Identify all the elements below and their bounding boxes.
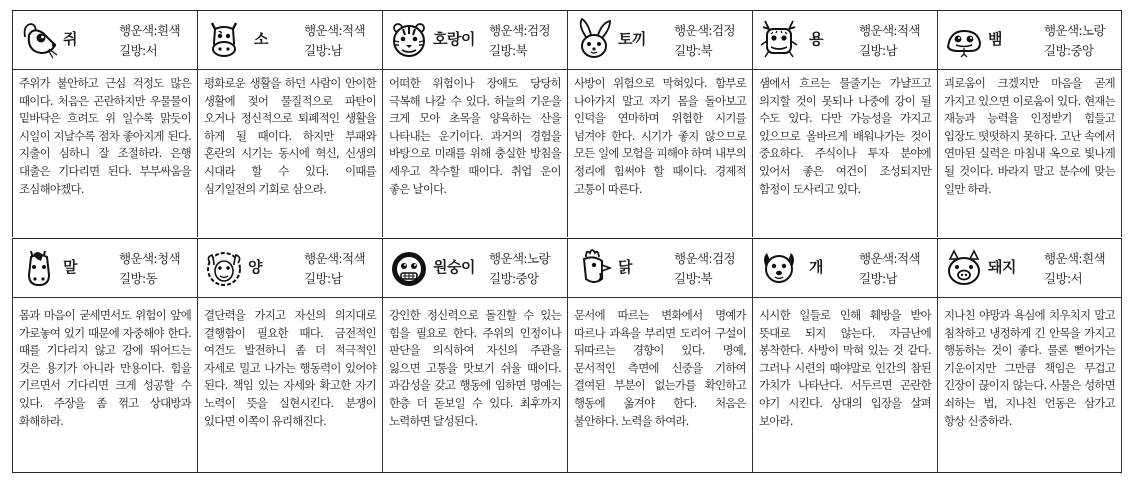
lucky-color-value: 적색 <box>897 251 920 266</box>
lucky-color-value: 흰색 <box>157 23 180 38</box>
luck-info <box>1044 249 1105 289</box>
lucky-color-value: 노랑 <box>527 251 550 266</box>
lucky-color-value: 적색 <box>342 251 365 266</box>
fortune-text: 몸과 마음이 굳세면서도 위험이 앞에 가로놓여 있기 때문에 자중해야 한다. 때를 기다리지 않고 강에 뛰어드는 것은 용기가 아니라 만용이다. 힘을 기르면서 기다리면 크게 성공할 수 있다. 주장을 좀 꺾고 상대방과 화해하라. <box>19 308 191 428</box>
fortune-text: 문서에 따르는 변화에서 명예가 따르나 과욕을 부리면 도리어 구설이 뒤따르는 경향이 있다. 명예, 문서적인 측면에 신중을 기하여 결여된 부분이 없는가를 확인하고 행동에 옮겨야 한다. 처음은 불안하다. 노력을 하여라. <box>574 308 746 428</box>
lucky-color-value: 흰색 <box>1082 251 1105 266</box>
lucky-color-value: 청색 <box>157 251 180 266</box>
lucky-color-label: 행운색: <box>1044 251 1083 266</box>
animal-name: 말 <box>63 258 77 276</box>
card-header <box>383 11 567 70</box>
animal-name: 닭 <box>618 258 632 276</box>
luck-info <box>489 249 550 289</box>
animal-name: 소 <box>254 30 268 48</box>
card-header <box>568 11 752 70</box>
fortune-text: 지나친 야망과 욕심에 치우치지 말고 침착하고 냉정하게 긴 안목을 가지고 행동하는 것이 좋다. 물론 뻗어가는 기운이지만 그만큼 책임은 무겁고 긴장이 끊이지 않는다. 사물은 성하면 쇠하는 법, 지나친 언동은 삼가고 항상 신중하라. <box>944 308 1115 428</box>
animal-name: 양 <box>248 258 262 276</box>
rat-icon <box>19 17 59 61</box>
fortune-card-sheep <box>197 239 382 472</box>
luck-info <box>304 249 365 289</box>
fortune-card-dragon <box>752 11 937 237</box>
fortune-text: 평화로운 생활을 하던 사람이 안이한 생활에 젖어 물질적으로 파탄이 오거나 정신적으로 퇴폐적인 생활을 하게 될 때이다. 하지만 부패와 혼란의 시기는 동시에 혁신, 신생의 시대라 할 수 있다. 이때를 심기일전의 기회로 삼으라. <box>204 76 376 196</box>
lucky-color-label: 행운색: <box>489 23 528 38</box>
dog-icon <box>759 245 799 289</box>
table-row <box>12 10 1122 237</box>
lucky-color-value: 노랑 <box>1082 23 1105 38</box>
lucky-color-label: 행운색: <box>674 23 713 38</box>
tiger-icon <box>389 17 429 61</box>
card-header <box>753 239 937 298</box>
luck-info <box>859 249 920 289</box>
card-header <box>13 11 197 70</box>
card-header <box>198 239 382 298</box>
fortune-card-rabbit <box>567 11 752 237</box>
lucky-direction-label: 길방: <box>859 43 886 58</box>
luck-info <box>859 21 920 61</box>
horse-icon <box>19 245 59 289</box>
lucky-direction-value: 북 <box>515 43 528 58</box>
lucky-direction-label: 길방: <box>489 271 516 286</box>
animal-name: 용 <box>809 30 823 48</box>
fortune-card-rooster <box>567 239 752 472</box>
fortune-text: 샘에서 흐르는 물줄기는 가냘프고 의지할 것이 못되나 나중에 강이 될 수도 있다. 다만 가능성을 가지고 있으므로 올바르게 배워나가는 것이 중요하다. 주식이나 투자 분야에 있어서 좋은 여건이 조성되지만 함정이 도사리고 있다. <box>759 76 931 196</box>
fortune-text: 주위가 불안하고 근심 걱정도 많은 때이다. 처음은 곤란하지만 우물물이 밑바닥은 흐려도 위 일수록 맑듯이 시일이 지날수록 점차 좋아지게 된다. 지출이 심하니 잘 조절하라. 은행 대출은 기다리면 된다. 부부싸움을 조심해야겠다. <box>19 76 191 196</box>
lucky-direction-label: 길방: <box>304 271 331 286</box>
fortune-text: 결단력을 가지고 자신의 의지대로 결행함이 필요한 때다. 금전적인 여건도 발전하니 좀 더 적극적인 자세로 밀고 나가는 행동력이 있어야 된다. 책임 있는 자세와 확고한 자기 노력이 뜻을 실현시킨다. 분쟁이 있다면 이쪽이 유리해진다. <box>204 308 376 428</box>
lucky-color-label: 행운색: <box>489 251 528 266</box>
lucky-color-label: 행운색: <box>119 251 158 266</box>
card-header <box>383 239 567 298</box>
fortune-text: 사방이 위험으로 막혀있다. 함부로 나아가지 말고 자기 몸을 돌아보고 인덕을 연마하며 위험한 시기를 넘겨야 한다. 시기가 좋지 않으므로 모든 일에 모험을 피해야 하며 내부의 정리에 힘써야 할 때이다. 경제적 고통이 따른다. <box>574 76 746 196</box>
card-header <box>198 11 382 70</box>
lucky-direction-label: 길방: <box>859 271 886 286</box>
lucky-direction-label: 길방: <box>304 43 331 58</box>
lucky-direction-value: 남 <box>885 43 898 58</box>
monkey-icon <box>389 245 429 289</box>
lucky-color-value: 검정 <box>712 23 735 38</box>
rooster-icon <box>574 245 614 289</box>
card-header <box>938 11 1121 70</box>
fortune-text: 시시한 일들로 인해 훼방을 받아 뜻대로 되지 않는다. 자금난에 봉착한다. 사방이 막혀 있는 것 같다. 그러나 시련의 때야말로 인간의 참된 가치가 나타난다. 서두르면 곤란한 야기 시킨다. 상대의 입장을 살펴 보아라. <box>759 308 931 428</box>
fortune-card-snake <box>937 11 1122 237</box>
lucky-direction-value: 북 <box>700 271 713 286</box>
lucky-direction-value: 남 <box>330 271 343 286</box>
animal-name: 원숭이 <box>433 258 475 276</box>
lucky-direction-value: 남 <box>885 271 898 286</box>
card-header <box>13 239 197 298</box>
fortune-text: 강인한 정신력으로 돌진할 수 있는 힘을 필요로 한다. 주위의 인정이나 판단을 의식하여 자신의 주관을 잃으면 고통을 맛보기 쉬울 때이다. 과감성을 갖고 행동에 임하면 명예는 한층 더 돋보일 수 있다. 최후까지 노력하면 달성된다. <box>389 308 561 428</box>
lucky-color-label: 행운색: <box>1044 23 1083 38</box>
luck-info <box>119 249 180 289</box>
fortune-card-tiger <box>382 11 567 237</box>
luck-info <box>304 21 365 61</box>
lucky-direction-label: 길방: <box>674 43 701 58</box>
lucky-direction-label: 길방: <box>674 271 701 286</box>
lucky-color-label: 행운색: <box>674 251 713 266</box>
lucky-color-label: 행운색: <box>304 23 343 38</box>
luck-info <box>489 21 550 61</box>
lucky-direction-value: 서 <box>145 43 158 58</box>
luck-info <box>119 21 180 61</box>
rabbit-icon <box>574 17 614 61</box>
animal-name: 돼지 <box>988 258 1016 276</box>
fortune-text: 괴로움이 크겠지만 마음을 곧게 가지고 있으면 이로움이 있다. 현재는 재능과 능력을 인정받기 힘들고 입장도 떳떳하지 못하다. 고난 속에서 연마된 실력은 마침내 옥으로 빛나게 될 것이다. 바라지 말고 분수에 맞는 일만 하라. <box>944 76 1115 196</box>
lucky-direction-value: 중앙 <box>515 271 539 286</box>
pig-icon <box>944 245 984 289</box>
fortune-text: 어떠한 위험이나 장애도 당당히 극복해 나갈 수 있다. 하늘의 기운을 크게 모아 초목을 양육하는 산을 나타내는 운기이다. 과거의 경험을 바탕으로 미래를 위해 충실한 방침을 세우고 착수할 때이다. 취업 운이 좋은 날이다. <box>389 76 561 196</box>
fortune-card-dog <box>752 239 937 472</box>
lucky-direction-value: 남 <box>330 43 343 58</box>
fortune-card-ox <box>197 11 382 237</box>
animal-name: 뱀 <box>988 30 1002 48</box>
lucky-color-label: 행운색: <box>859 251 898 266</box>
table-row <box>12 238 1122 473</box>
fortune-card-monkey <box>382 239 567 472</box>
lucky-color-label: 행운색: <box>119 23 158 38</box>
card-header <box>568 239 752 298</box>
lucky-direction-value: 중앙 <box>1070 43 1094 58</box>
ox-icon <box>204 17 244 61</box>
lucky-direction-value: 동 <box>145 271 158 286</box>
lucky-color-value: 검정 <box>527 23 550 38</box>
dragon-icon <box>759 17 799 61</box>
fortune-card-rat <box>12 11 197 237</box>
lucky-color-value: 적색 <box>342 23 365 38</box>
lucky-direction-label: 길방: <box>119 271 146 286</box>
lucky-color-label: 행운색: <box>859 23 898 38</box>
zodiac-fortune-table <box>12 10 1122 472</box>
luck-info <box>674 21 735 61</box>
fortune-card-pig <box>937 239 1122 472</box>
lucky-color-value: 적색 <box>897 23 920 38</box>
lucky-color-label: 행운색: <box>304 251 343 266</box>
lucky-color-value: 검정 <box>712 251 735 266</box>
animal-name: 토끼 <box>618 30 646 48</box>
lucky-direction-label: 길방: <box>489 43 516 58</box>
animal-name: 쥐 <box>63 30 77 48</box>
lucky-direction-label: 길방: <box>1044 43 1071 58</box>
lucky-direction-label: 길방: <box>119 43 146 58</box>
sheep-icon <box>204 245 244 289</box>
animal-name: 호랑이 <box>433 30 475 48</box>
snake-icon <box>944 17 984 61</box>
lucky-direction-value: 북 <box>700 43 713 58</box>
luck-info <box>674 249 735 289</box>
lucky-direction-value: 서 <box>1070 271 1083 286</box>
card-header <box>938 239 1121 298</box>
animal-name: 개 <box>809 258 823 276</box>
card-header <box>753 11 937 70</box>
lucky-direction-label: 길방: <box>1044 271 1071 286</box>
luck-info <box>1044 21 1105 61</box>
fortune-card-horse <box>12 239 197 472</box>
